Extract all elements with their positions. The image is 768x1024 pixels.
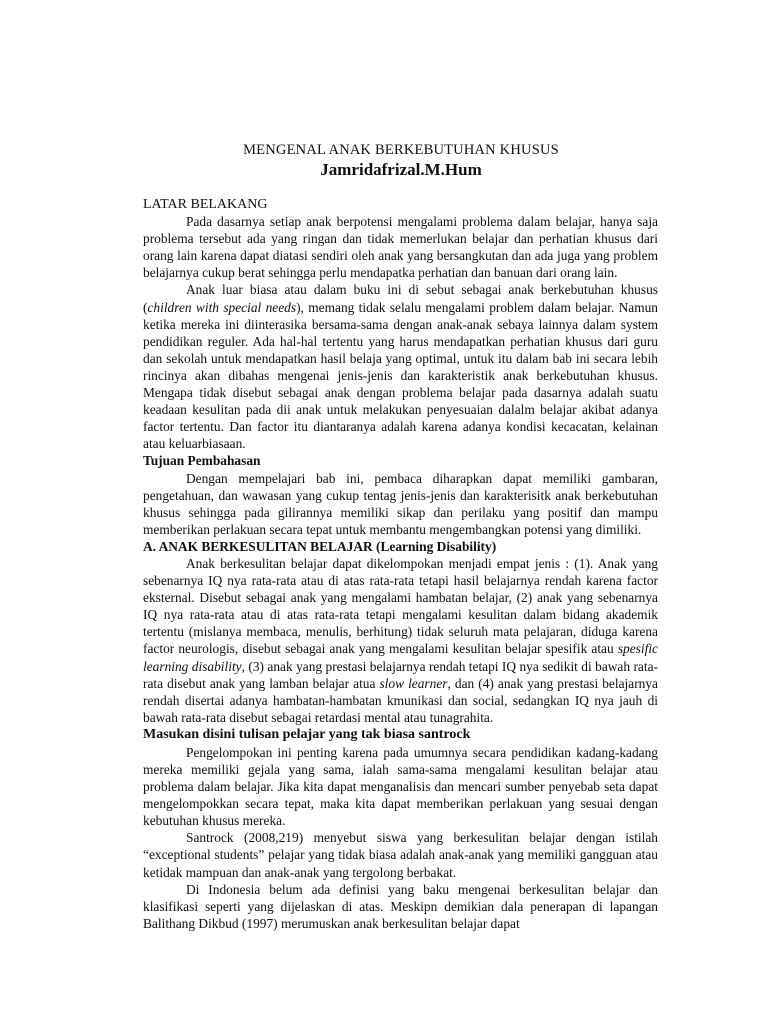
document-body: [143, 196, 658, 932]
paragraph: Pengelompokan ini penting karena pada umumnya secara pendidikan kadang-kadang mereka memiliki gejala yang sama, ialah sama-sama mengalami kesulitan belajar atau problema dalam belajar. Jika kita dapat menganalisis dan mencari sumber penyebab seta dapat mengelompokkan secara tepat, maka kita dapat memberikan perlakuan yang sesuai dengan kebutuhan khusus mereka.: [143, 744, 658, 829]
paragraph: Anak luar biasa atau dalam buku ini di sebut sebagai anak berkebutuhan khusus (children with special needs), memang tidak selalu mengalami problem dalam belajar. Namun ketika mereka ini diinterasika bersama-sama dengan anak-anak sebaya lainnya dalam system pendidikan reguler. Ada hal-hal tertentu yang harus mendapatkan perhatian khusus dari guru dan sekolah untuk mendapatkan hasil belaja yang optimal, untuk itu dalam bab ini secara lebih rincinya akan dibahas mengenai jenis-jenis dan karakteristik anak berkebutuhan khusus. Mengapa tidak disebut sebagai anak dengan problema belajar pada dasarnya adalah suatu keadaan kesulitan pada dii anak untuk melakukan penyesuaian dalalm belajar akibat adanya factor tertentu. Dan factor itu diantaranya adalah karena adanya kondisi kecacatan, kelainan atau keluarbiasaan.: [143, 282, 658, 452]
section-heading-a: A. ANAK BERKESULITAN BELAJAR (Learning Disability): [143, 538, 497, 554]
paragraph: Pada dasarnya setiap anak berpotensi mengalami problema dalam belajar, hanya saja problema tersebut ada yang ringan dan tidak memerlukan belajar dan perhatian khusus dari orang lain karena dapat diatasi sendiri oleh anak yang bersangkutan dan ada juga yang problem belajarnya cukup berat sehingga perlu mendapatka perhatian dan banuan dari orang lain.: [143, 214, 658, 281]
document-title: MENGENAL ANAK BERKEBUTUHAN KHUSUS: [243, 142, 559, 158]
paragraph: Dengan mempelajari bab ini, pembaca diharapkan dapat memiliki gambaran, pengetahuan, dan wawasan yang cukup tentag jenis-jenis dan karakterisitk anak berkebutuhan khusus sehingga pada gilirannya memiliki sikap dan perilaku yang positif dan mampu memberikan perlakuan secara tepat untuk membantu mengembangkan potensi yang dimiliki.: [143, 470, 658, 537]
document-author: Jamridafrizal.M.Hum: [320, 160, 482, 179]
paragraph: Santrock (2008,219) menyebut siswa yang berkesulitan belajar dengan istilah “exceptional students” pelajar yang tidak biasa adalah anak-anak yang memiliki gangguan atau ketidak mampuan dan anak-anak yang tergolong berbakat.: [143, 830, 658, 880]
section-heading-tujuan: Tujuan Pembahasan: [143, 453, 261, 469]
paragraph: Di Indonesia belum ada definisi yang baku mengenai berkesulitan belajar dan klasifikasi seperti yang dijelaskan di atas. Meskipn demikian dala penerapan di lapangan Balithang Dikbud (1997) merumuskan anak berkesulitan belajar dapat: [143, 881, 658, 931]
section-heading-santrock: Masukan disini tulisan pelajar yang tak biasa santrock: [143, 726, 471, 742]
paragraph: Anak berkesulitan belajar dapat dikelompokan menjadi empat jenis : (1). Anak yang sebenarnya IQ nya rata-rata atau di atas rata-rata tetapi hasil belajarnya rendah karena factor eksternal. Disebut sebagai anak yang mengalami hambatan belajar, (2) anak yang sebenarnya IQ nya rata-rata atau di atas rata-rata tetapi mengalami kesulitan dalam bidang akademik tertentu (mislanya membaca, menulis, berhitung) tidak seluruh mata pelajaran, diduga karena factor neurologis, disebut sebagai anak yang mengalami kesulitan belajar spesifik atau spesific learning disability, (3) anak yang prestasi belajarnya rendah tetapi IQ nya sedikit di bawah rata-rata disebut anak yang lamban belajar atua slow learner, dan (4) anak yang prestasi belajarnya rendah disertai adanya hambatan-hambatan kmunikasi dan social, sedangkan IQ nya jauh di bawah rata-rata disebut sebagai retardasi mental atau tunagrahita.: [143, 555, 658, 725]
section-heading-latar-belakang: LATAR BELAKANG: [143, 197, 268, 212]
